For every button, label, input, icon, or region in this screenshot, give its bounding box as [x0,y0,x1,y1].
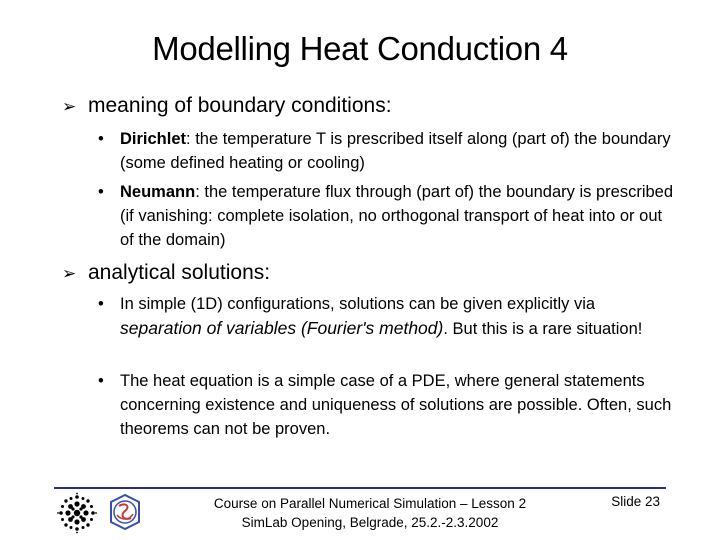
arrow-bullet-icon: ➢ [62,264,77,283]
dot-bullet-icon: • [98,295,104,313]
footer-course-line: Course on Parallel Numerical Simulation – Lesson 2 [213,496,527,511]
arrow-bullet-icon: ➢ [62,97,77,116]
dot-bullet-icon: • [98,130,104,148]
sgs-society-logo-icon [107,493,143,531]
bullet-rest: : the temperature T is prescribed itself along (part of) the boundary (some defined heating or cooling) [120,130,671,172]
footer-course-info [180,494,560,532]
section-heading-analytical-solutions [62,260,270,287]
footer-rule [54,487,666,489]
bullet-neumann [98,180,678,252]
bullet-term: Dirichlet [120,130,187,148]
dot-bullet-icon: • [98,183,104,201]
bullet-text [120,292,678,341]
section-heading-boundary-conditions [62,93,392,120]
slide-title: Modelling Heat Conduction 4 [152,30,568,67]
bullet-heat-equation [98,369,678,441]
dot-bullet-icon: • [98,372,104,390]
bullet-pre: In simple (1D) configurations, solutions can be given explicitly via [120,295,596,313]
bullet-text [120,127,678,175]
bullet-dirichlet [98,127,678,175]
bullet-post: . But this is a rare situation! [443,320,643,338]
bullet-simple-configurations [98,292,678,341]
slide-number: Slide 23 [611,494,660,509]
bullet-text [120,180,678,252]
bullet-rest: : the temperature flux through (part of) the boundary is prescribed (if vanishing: complete isolation, no orthogonal transport of heat into or out of the domain) [120,183,674,249]
footer-event-line: SimLab Opening, Belgrade, 25.2.-2.3.2002 [241,515,499,530]
halftone-circle-logo-icon [56,491,98,535]
bullet-text: The heat equation is a simple case of a PDE, where general statements concerning existence and uniqueness of solutions are possible. Often, such theorems can not be proven. [120,372,672,438]
bullet-italic: separation of variables (Fourier's method) [120,318,444,338]
section-heading-text: analytical solutions: [88,261,271,284]
bullet-term: Neumann [120,183,196,201]
section-heading-text: meaning of boundary conditions: [88,94,392,117]
